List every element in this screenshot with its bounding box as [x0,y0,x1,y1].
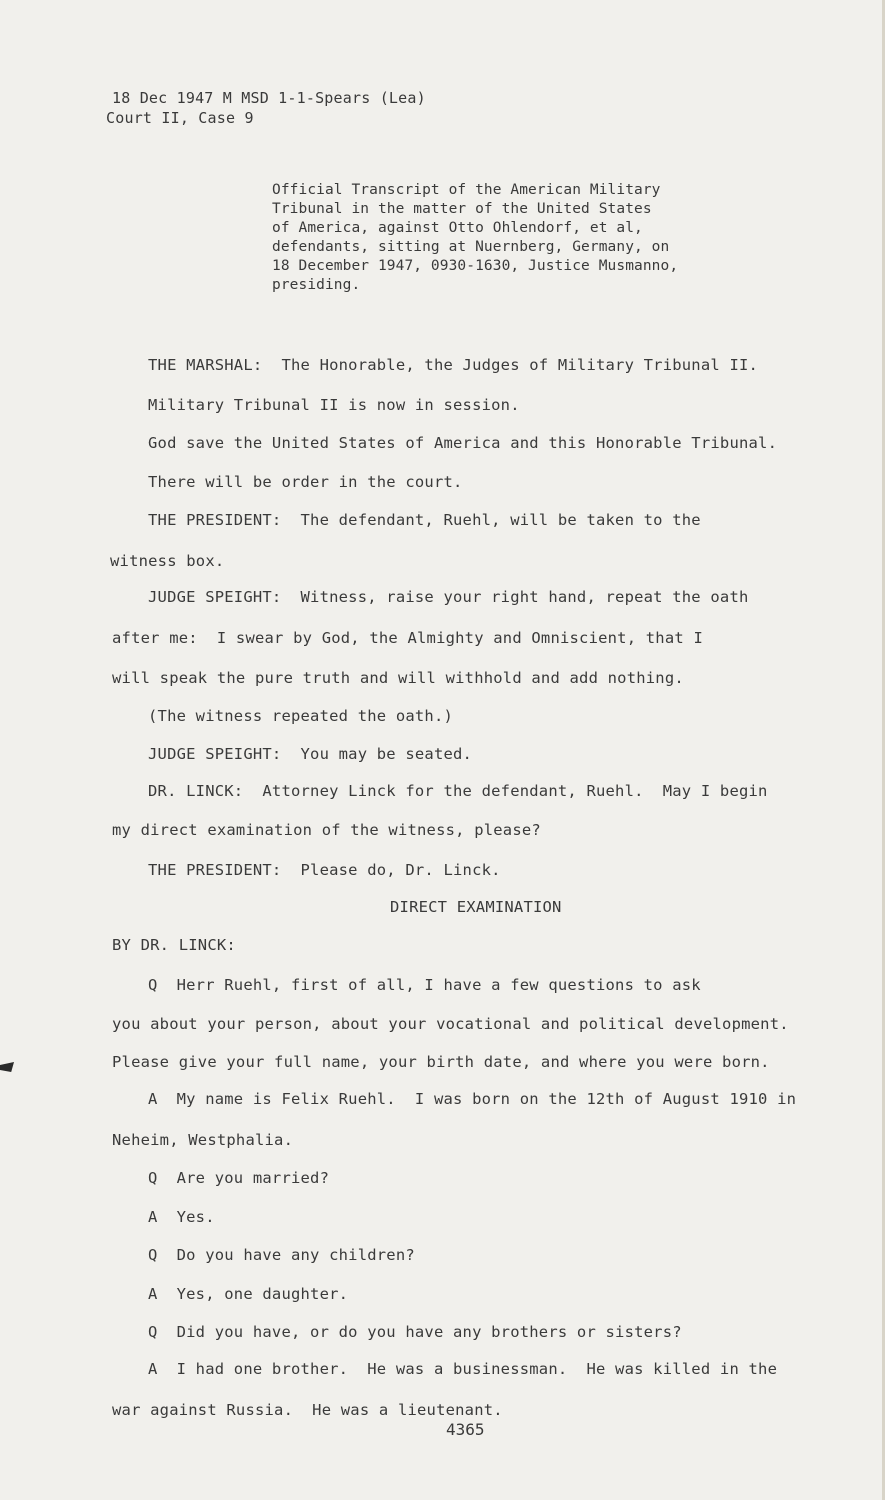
body-line-10: (The witness repeated the oath.) [148,707,454,725]
body-line-6: witness box. [110,552,225,570]
body-line-8: after me: I swear by God, the Almighty and Omniscient, that I [112,629,703,647]
caption-line-1: Official Transcript of the American Military [272,182,661,198]
body-line-3: God save the United States of America and this Honorable Tribunal. [148,434,778,452]
body-line-7: JUDGE SPEIGHT: Witness, raise your right hand, repeat the oath [148,588,749,606]
body-line-2: Military Tribunal II is now in session. [148,396,520,414]
body-line-9: will speak the pure truth and will withhold and add nothing. [112,669,684,687]
caption-line-6: presiding. [272,277,361,293]
caption-line-5: 18 December 1947, 0930-1630, Justice Musmanno, [272,258,679,274]
body-line-28: war against Russia. He was a lieutenant. [112,1401,503,1419]
body-line-22: Q Are you married? [148,1169,330,1187]
caption-line-3: of America, against Otto Ohlendorf, et al, [272,220,643,236]
margin-mark [0,1062,14,1072]
body-line-1: THE MARSHAL: The Honorable, the Judges of Military Tribunal II. [148,356,759,374]
body-line-17: Q Herr Ruehl, first of all, I have a few questions to ask [148,976,701,994]
body-line-14: THE PRESIDENT: Please do, Dr. Linck. [148,861,501,879]
body-line-13: my direct examination of the witness, please? [112,821,541,839]
section-heading: DIRECT EXAMINATION [390,898,562,916]
page-number: 4365 [446,1420,485,1439]
body-line-27: A I had one brother. He was a businessman. He was killed in the [148,1360,778,1378]
body-line-11: JUDGE SPEIGHT: You may be seated. [148,745,473,763]
body-line-21: Neheim, Westphalia. [112,1131,294,1149]
body-line-20: A My name is Felix Ruehl. I was born on the 12th of August 1910 in [148,1090,797,1108]
body-line-19: Please give your full name, your birth date, and where you were born. [112,1053,770,1071]
body-line-4: There will be order in the court. [148,473,463,491]
body-line-25: A Yes, one daughter. [148,1285,349,1303]
body-line-12: DR. LINCK: Attorney Linck for the defendant, Ruehl. May I begin [148,782,768,800]
body-line-16: BY DR. LINCK: [112,936,236,954]
body-line-18: you about your person, about your vocational and political development. [112,1015,789,1033]
body-line-23: A Yes. [148,1208,215,1226]
caption-line-2: Tribunal in the matter of the United States [272,201,652,217]
header-line-1: 18 Dec 1947 M MSD 1-1-Spears (Lea) [112,89,426,107]
body-line-5: THE PRESIDENT: The defendant, Ruehl, will be taken to the [148,511,701,529]
body-line-26: Q Did you have, or do you have any brothers or sisters? [148,1323,682,1341]
header-line-2: Court II, Case 9 [106,109,254,127]
body-line-24: Q Do you have any children? [148,1246,415,1264]
caption-line-4: defendants, sitting at Nuernberg, Germany, on [272,239,670,255]
